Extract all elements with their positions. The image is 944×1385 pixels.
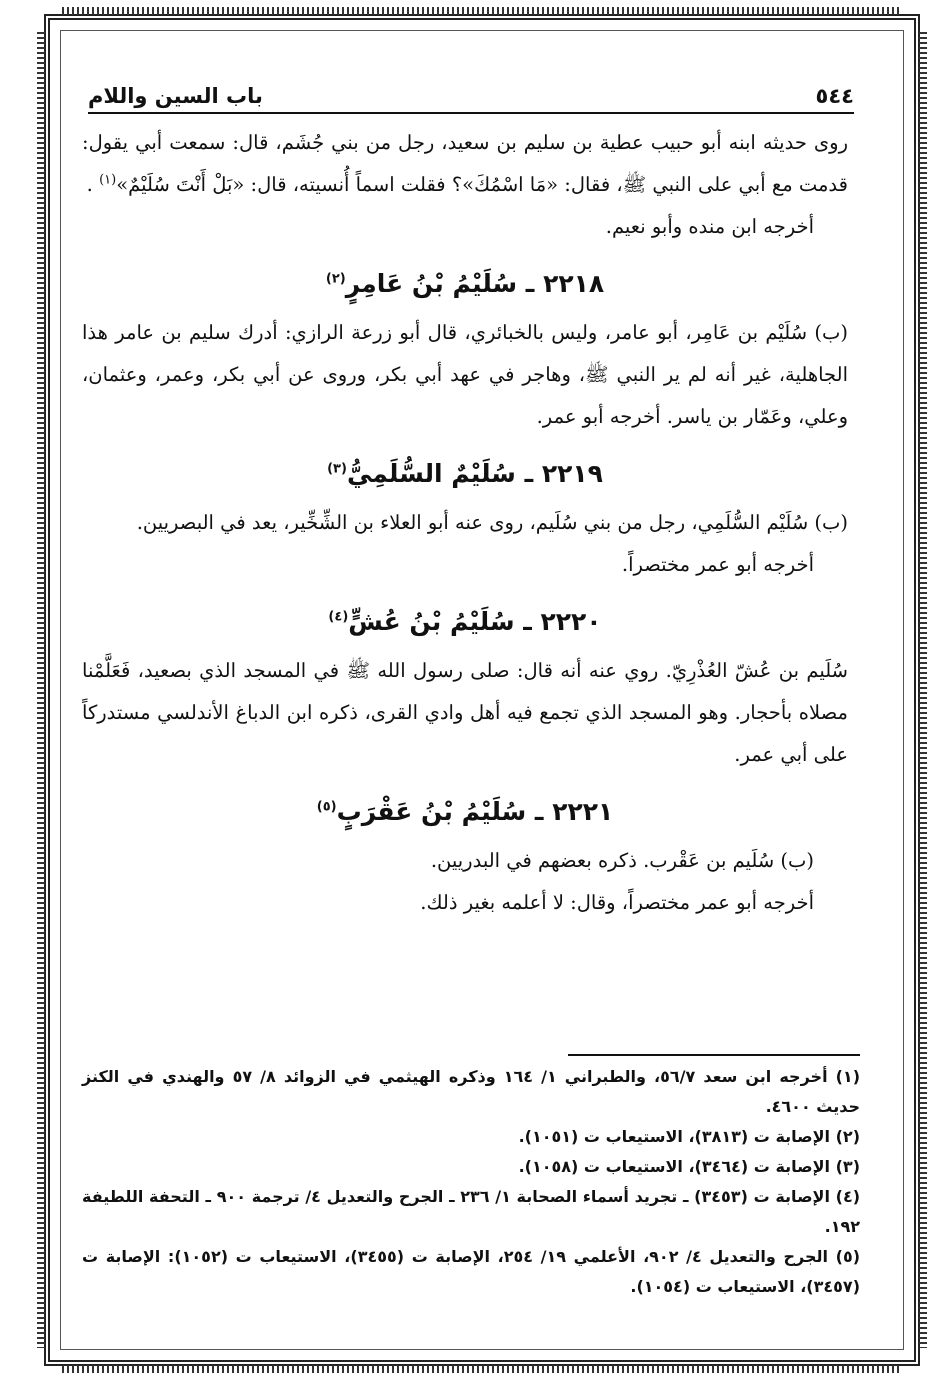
footnote-separator bbox=[568, 1054, 860, 1056]
intro-source: أخرجه ابن منده وأبو نعيم. bbox=[605, 215, 814, 238]
entry-title-text: ٢٢١٩ ـ سُلَيْمٌ السُّلَمِيُّ bbox=[346, 459, 603, 488]
border-chain-top bbox=[62, 7, 902, 15]
entry-body: (ب) سُلَيْم السُّلَمِي، رجل من بني سُلَيم، روى عنه أبو العلاء بن الشِّخِّير، يعد في البصريين. bbox=[136, 511, 848, 534]
footnotes bbox=[82, 1062, 860, 1302]
entry-source: أخرجه أبو عمر مختصراً. bbox=[621, 553, 814, 576]
footnote: (٢) الإصابة ت (٣٨١٣)، الاستيعاب ت (١٠٥١). bbox=[518, 1127, 860, 1146]
border-chain-right bbox=[919, 32, 927, 1348]
entry-title-text: ٢٢١٨ ـ سُلَيْمُ بْنُ عَامِرٍ bbox=[345, 269, 605, 298]
footnote: (١) أخرجه ابن سعد ٥٦/٧، والطبراني ١/ ١٦٤ وذكره الهيثمي في الزوائد ٨/ ٥٧ والهندي في الكنز حديث ٤٦٠٠. bbox=[82, 1067, 860, 1116]
entry-title-text: ٢٢٢١ ـ سُلَيْمُ بْنُ عَقْرَبٍ bbox=[336, 797, 614, 826]
entry-title bbox=[82, 600, 848, 644]
intro-paragraph bbox=[82, 122, 848, 206]
main-text bbox=[82, 122, 848, 924]
intro-text: روى حديثه ابنه أبو حبيب عطية بن سليم بن سعيد، رجل من بني جُشَم، قال: سمعت أبي يقول: قدمت مع أبي على النبي ﷺ، فقال: «مَا اسْمُكَ»؟ فقلت اسماً أُنسيته، قال: «بَلْ أَنْتَ سُلَيْمٌ» bbox=[82, 131, 848, 196]
entry-title bbox=[82, 452, 848, 496]
footnote: (٤) الإصابة ت (٣٤٥٣) ـ تجريد أسماء الصحابة ١/ ٢٣٦ ـ الجرح والتعديل ٤/ ترجمة ٩٠٠ ـ التحفة اللطيفة ١٩٢. bbox=[82, 1187, 861, 1236]
footnote: (٥) الجرح والتعديل ٤/ ٩٠٢، الأعلمي ١٩/ ٢٥٤، الإصابة ت (٣٤٥٥)، الاستيعاب ت (١٠٥٢): الإصابة ت (٣٤٥٧)، الاستيعاب ت (١٠٥٤). bbox=[82, 1247, 861, 1296]
intro-end: . bbox=[86, 173, 93, 196]
footnote-ref-1: (١) bbox=[99, 172, 117, 188]
page-number: ٥٤٤ bbox=[815, 84, 854, 108]
entry-title bbox=[82, 790, 848, 834]
footnote-ref-4: (٤) bbox=[328, 609, 349, 625]
border-chain-bottom bbox=[62, 1365, 902, 1373]
entry-body: سُلَيم بن عُشّ العُذْرِيّ. روي عنه أنه قال: صلى رسول الله ﷺ في المسجد الذي بصعيد، فَعَلَّمْنا مصلاه بأحجار. وهو المسجد الذي تجمع فيه أهل وادي القرى، ذكره ابن الدباغ الأندلسي مستدركاً على أبي عمر. bbox=[82, 659, 848, 766]
chapter-title: باب السين واللام bbox=[88, 84, 263, 108]
entry-title bbox=[82, 262, 848, 306]
footnote-ref-5: (٥) bbox=[316, 799, 337, 815]
footnote-ref-2: (٢) bbox=[325, 271, 346, 287]
page-header bbox=[88, 80, 854, 114]
entry-title-text: ٢٢٢٠ ـ سُلَيْمُ بْنُ عُشٍّ bbox=[348, 607, 602, 636]
entry-source: أخرجه أبو عمر مختصراً، وقال: لا أعلمه بغير ذلك. bbox=[420, 891, 814, 914]
footnote: (٣) الإصابة ت (٣٤٦٤)، الاستيعاب ت (١٠٥٨). bbox=[518, 1157, 860, 1176]
border-chain-left bbox=[37, 32, 45, 1348]
footnote-ref-3: (٣) bbox=[327, 461, 347, 477]
entry-body: (ب) سُلَيم بن عَقْرب. ذكره بعضهم في البدريين. bbox=[430, 849, 814, 872]
entry-body: (ب) سُلَيْم بن عَامِر، أبو عامر، وليس بالخبائري، قال أبو زرعة الرازي: أدرك سليم بن عامر هذا الجاهلية، غير أنه لم ير النبي ﷺ، وهاجر في عهد أبي بكر، وروى عن أبي بكر، وعمر، وعثمان، وعلي، وعَمّار بن ياسر. أخرجه أبو عمر. bbox=[82, 321, 848, 428]
